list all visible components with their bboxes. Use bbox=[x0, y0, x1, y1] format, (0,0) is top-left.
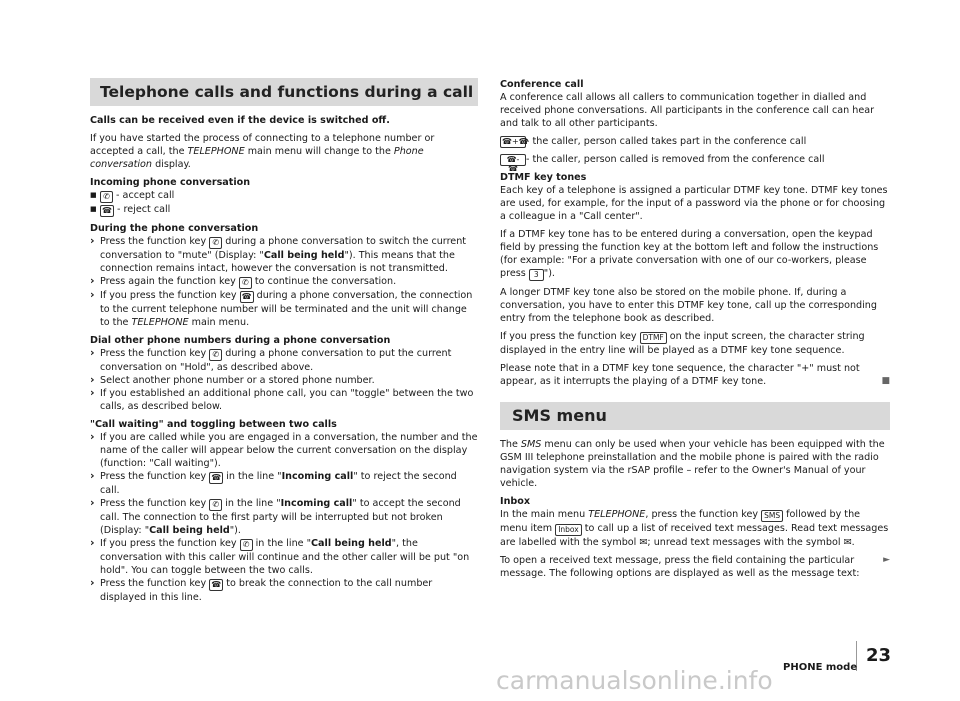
accept-call-icon: ✆ bbox=[209, 349, 222, 361]
during-list bbox=[90, 235, 478, 329]
reject-call-icon: ☎ bbox=[211, 580, 222, 589]
conference-add-row: ☎+☎ - the caller, person called takes part in the conference call bbox=[502, 136, 807, 147]
dtmf-paragraph-3: A longer DTMF key tone also be stored on the mobile phone. If, during a conversation, you have to enter this DTMF key tone, call up the corresponding entry from the telephone book as described. bbox=[500, 287, 877, 324]
incoming-title: Incoming phone conversation bbox=[90, 177, 251, 188]
reject-call-icon: ☎ bbox=[211, 473, 222, 482]
reject-call-icon: ☎ bbox=[241, 292, 252, 301]
dial-title: Dial other phone numbers during a phone conversation bbox=[90, 335, 391, 346]
dtmf-paragraph-1: Each key of a telephone is assigned a particular DTMF key tone. DTMF key tones are used, for example, for the input of a password via the phone or for choosing a colleague in a "Call center". bbox=[500, 185, 888, 222]
continue-arrow-icon: ► bbox=[883, 555, 890, 565]
list-item: › If you are called while you are engaged in a conversation, the number and the name of the caller will appear below the current conversation on the display (function: "Call waiting"). bbox=[90, 431, 478, 470]
during-title: During the phone conversation bbox=[90, 223, 259, 234]
accept-call-icon: ✆ bbox=[239, 277, 252, 289]
dtmf-paragraph-2: If a DTMF key tone has to be entered during a conversation, open the keypad field by pressing the function key at the bottom left and follow the instructions (for example: "For a private conversation with one of our co-workers, please press 3 "). bbox=[500, 229, 879, 279]
accept-call-icon: ✆ bbox=[209, 237, 222, 249]
inbox-paragraph: In the main menu TELEPHONE, press the function key SMS followed by the menu item Inbox to call up a list of received text messages. Read text messages are labelled with the symbol ✉; unread text messages with the symbol ✉. bbox=[500, 509, 889, 548]
accept-call-icon: ✆ bbox=[209, 499, 222, 511]
dtmf-title: DTMF key tones bbox=[500, 172, 587, 183]
end-mark-icon: ■ bbox=[881, 376, 890, 386]
left-column bbox=[90, 78, 478, 609]
list-item: › If you press the function key ✆ in the line "Call being held", the conversation with this caller will continue and the other caller will be put "on hold". You can toggle between the two calls. bbox=[90, 537, 478, 577]
list-item: › Press the function key ✆ during a phone conversation to put the current conversation on "Hold", as described above. bbox=[90, 347, 478, 374]
accept-call-icon: ✆ bbox=[100, 191, 113, 203]
conference-add-icon: ☎+☎ bbox=[502, 136, 529, 146]
conference-title: Conference call bbox=[500, 79, 584, 90]
conference-remove-row: ☎-☎ - the caller, person called is removed from the conference call bbox=[500, 153, 890, 166]
key-3: 3 bbox=[529, 269, 544, 281]
dtmf-paragraph-4: If you press the function key DTMF on the input screen, the character string displayed in the entry line will be played as a DTMF key tone sequence. bbox=[500, 331, 865, 356]
intro-paragraph: If you have started the process of connecting to a telephone number or accepted a call, the TELEPHONE main menu will change to the Phone conversation display. bbox=[90, 133, 435, 170]
conference-remove-icon: ☎-☎ bbox=[500, 154, 526, 166]
dtmf-key: DTMF bbox=[640, 332, 667, 344]
wait-list bbox=[90, 431, 478, 604]
unread-message-icon: ✉ bbox=[843, 537, 852, 548]
conference-text: A conference call allows all callers to communication together in dialled and received phone conversations. All participants in the conference call can hear and talk to all other participants. bbox=[500, 92, 875, 129]
list-item: › Press again the function key ✆ to continue the conversation. bbox=[90, 275, 478, 289]
list-item: › If you established an additional phone call, you can "toggle" between the two calls, as described below. bbox=[90, 387, 478, 413]
list-item: ■ ☎ - reject call bbox=[90, 203, 478, 217]
list-item: › Press the function key ✆ during a phone conversation to switch the current conversation to "mute" (Display: "Call being held"). This means that the connection remains intact, however the conversation is not transmitted. bbox=[90, 235, 478, 275]
section-heading-sms: SMS menu bbox=[500, 402, 890, 430]
incoming-list bbox=[90, 189, 478, 217]
reject-call-icon: ☎ bbox=[102, 206, 112, 215]
list-item: › Press the function key ☎ to break the connection to the call number displayed in this line. bbox=[90, 577, 478, 604]
right-column bbox=[500, 78, 890, 585]
page-number: 23 bbox=[866, 645, 892, 666]
accept-call-icon: ✆ bbox=[240, 539, 253, 551]
section-heading-telephone-calls: Telephone calls and functions during a call bbox=[90, 78, 478, 106]
list-item: › If you press the function key ☎ during a phone conversation, the connection to the current telephone number will be terminated and the unit will change to the TELEPHONE main menu. bbox=[90, 289, 478, 329]
dtmf-paragraph-5: Please note that in a DTMF key tone sequence, the character "+" must not appear, as it interrupts the playing of a DTMF key tone. ■ bbox=[500, 363, 890, 387]
list-item: ■ ✆ - accept call bbox=[90, 189, 478, 203]
sms-paragraph: The SMS menu can only be used when your vehicle has been equipped with the GSM III telephone preinstallation and the mobile phone is paired with the radio navigation system via the rSAP profile – refer to the Owner's Manual of your vehicle. bbox=[500, 439, 885, 489]
watermark: carmanualsonline.info bbox=[496, 666, 773, 695]
inbox-title: Inbox bbox=[500, 496, 531, 507]
list-item: › Select another phone number or a stored phone number. bbox=[90, 374, 478, 387]
read-message-icon: ✉ bbox=[639, 537, 648, 548]
footer-section-title: PHONE mode bbox=[783, 662, 858, 673]
list-item: › Press the function key ☎ in the line "Incoming call" to reject the second call. bbox=[90, 470, 478, 497]
inbox-key: Inbox bbox=[555, 524, 582, 536]
wait-title: "Call waiting" and toggling between two calls bbox=[90, 419, 337, 430]
list-item: › Press the function key ✆ in the line "Incoming call" to accept the second call. The connection to the first party will be interrupted but not broken (Display: "Call being held"). bbox=[90, 497, 478, 537]
intro-line: Calls can be received even if the device is switched off. bbox=[90, 115, 390, 126]
sms-key: SMS bbox=[761, 510, 783, 522]
open-message-paragraph: To open a received text message, press the field containing the particular message. The following options are displayed as well as the message text: ► bbox=[500, 555, 890, 579]
dial-list bbox=[90, 347, 478, 413]
